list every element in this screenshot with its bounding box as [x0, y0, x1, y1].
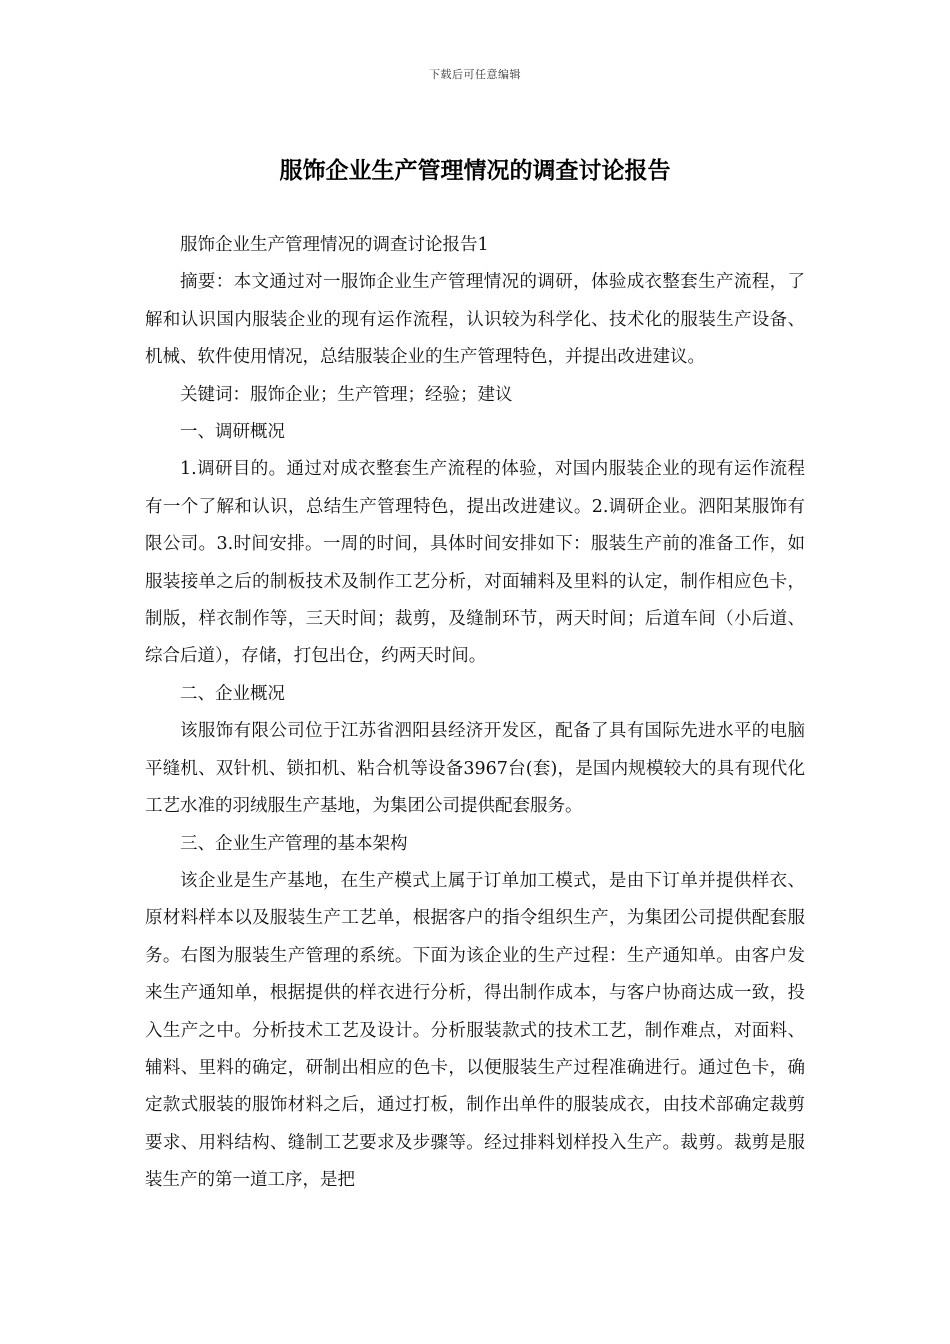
abstract-paragraph: 摘要：本文通过对一服饰企业生产管理情况的调研，体验成衣整套生产流程，了解和认识国内服装企业的现有运作流程，认识较为科学化、技术化的服装生产设备、机械、软件使用情况，总结服装企业的生产管理特色，并提出改进建议。: [145, 272, 805, 368]
section-heading-2: 二、企业概况: [180, 683, 285, 704]
keywords-paragraph: 关键词：服饰企业；生产管理；经验；建议: [180, 384, 513, 405]
report-subtitle: 服饰企业生产管理情况的调查讨论报告1: [180, 235, 489, 255]
company-overview-paragraph: 该服饰有限公司位于江苏省泗阳县经济开发区，配备了具有国际先进水平的电脑平缝机、双针机、锁扣机、粘合机等设备3967台(套)，是国内规模较大的具有现代化工艺水准的羽绒服生产基地，为集团公司提供配套服务。: [145, 721, 805, 817]
production-management-paragraph: 该企业是生产基地，在生产模式上属于订单加工模式，是由下订单并提供样衣、原材料样本以及服装生产工艺单，根据客户的指令组织生产，为集团公司提供配套服务。右图为服装生产管理的系统。下面为该企业的生产过程：生产通知单。由客户发来生产通知单，根据提供的样衣进行分析，得出制作成本，与客户协商达成一致，投入生产之中。分析技术工艺及设计。分析服装款式的技术工艺，制作难点，对面料、辅料、里料的确定，研制出相应的色卡，以便服装生产过程准确进行。通过色卡，确定款式服装的服饰材料之后，通过打板，制作出单件的服装成衣，由技术部确定裁剪要求、用料结构、缝制工艺要求及步骤等。经过排料划样投入生产。裁剪。裁剪是服装生产的第一道工序，是把: [145, 870, 805, 1191]
document-title: 服饰企业生产管理情况的调查讨论报告: [279, 157, 671, 184]
header-note: 下载后可任意编辑: [429, 68, 521, 81]
section-heading-3: 三、企业生产管理的基本架构: [180, 833, 408, 854]
document-body: [145, 227, 805, 1200]
survey-overview-paragraph: 1.调研目的。通过对成衣整套生产流程的体验，对国内服装企业的现有运作流程有一个了解和认识，总结生产管理特色，提出改进建议。2.调研企业。泗阳某服饰有限公司。3.时间安排。一周的时间，具体时间安排如下：服装生产前的准备工作，如服装接单之后的制板技术及制作工艺分析，对面辅料及里料的认定，制作相应色卡，制版，样衣制作等，三天时间；裁剪，及缝制环节，两天时间；后道车间（小后道、综合后道），存储，打包出仓，约两天时间。: [145, 459, 805, 667]
section-heading-1: 一、调研概况: [180, 422, 285, 443]
